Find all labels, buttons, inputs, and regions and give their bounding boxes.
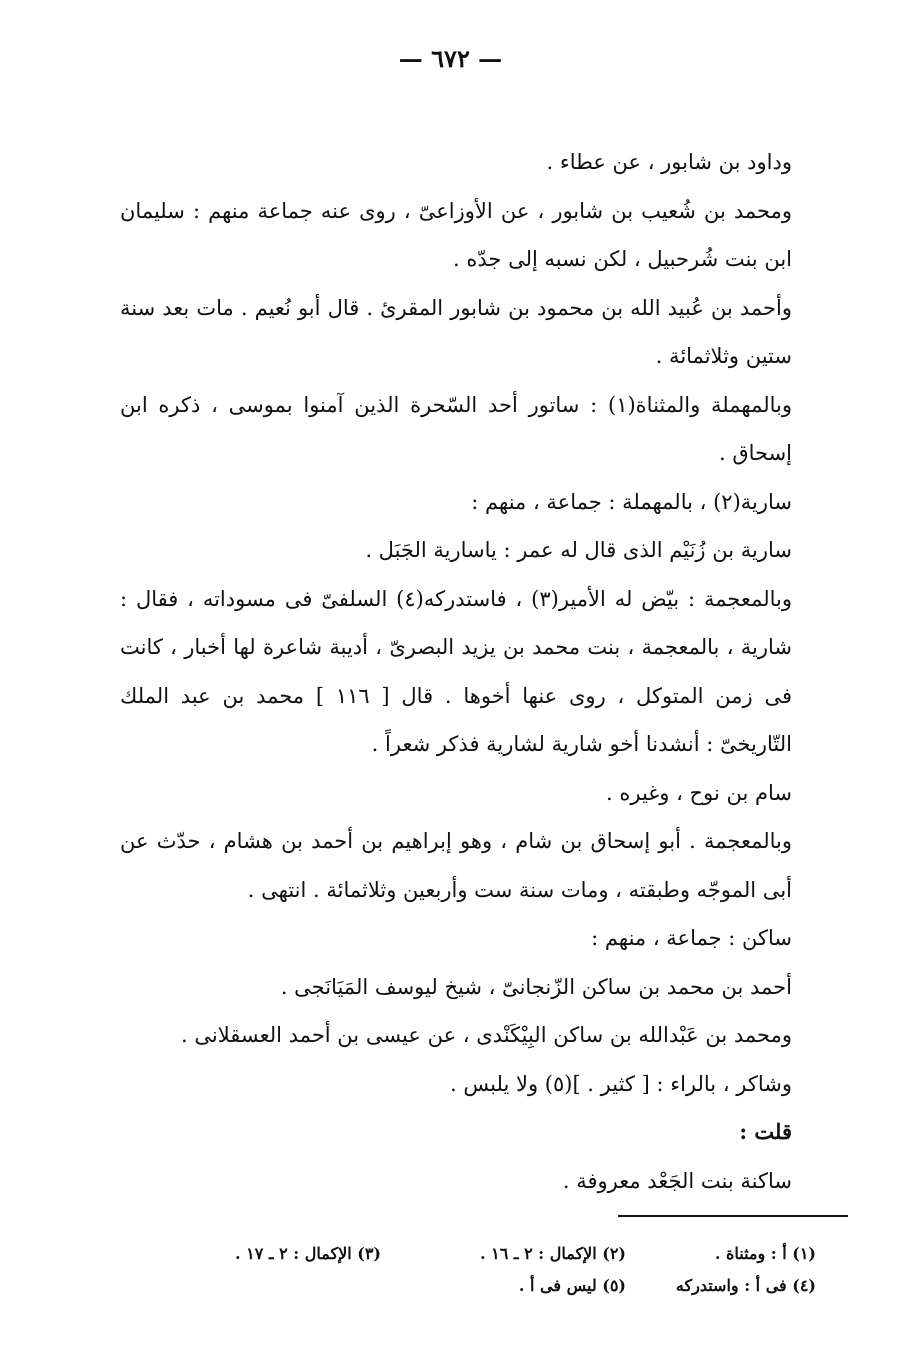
paragraph: وأحمد بن عُبيد الله بن محمود بن شابور المقرئ . قال أبو نُعيم . مات بعد سنة ستين وثلاثمائة . <box>120 295 792 368</box>
footnote-row <box>140 1270 816 1302</box>
paragraph: وبالمهملة والمثناة(١) : ساتور أحد السّحرة الذين آمنوا بموسى ، ذكره ابن إسحاق . <box>120 392 792 465</box>
paragraph: وشاكر ، بالراء : [ كثير . ](٥) ولا يلبس . <box>450 1071 792 1096</box>
footnote-3: (٣) الإكمال : ٢ ـ ١٧ . <box>234 1244 381 1263</box>
paragraph: ساكنة بنت الجَعْد معروفة . <box>562 1168 792 1193</box>
paragraph: ومحمد بن شُعيب بن شابور ، عن الأوزاعىّ ، روى عنه جماعة منهم : سليمان ابن بنت شُرحبيل ، لكن نسبه إلى جدّه . <box>120 198 792 271</box>
main-text <box>120 138 840 1205</box>
paragraph: أحمد بن محمد بن ساكن الزّنجانىّ ، شيخ ليوسف المَيَانَجى . <box>280 974 792 999</box>
paragraph: ومحمد بن عَبْدالله بن ساكن البِيْكَنْدى ، عن عيسى بن أحمد العسقلانى . <box>181 1023 792 1047</box>
footnote-5: (٥) ليس فى أ . <box>518 1276 626 1295</box>
paragraph-qult: قلت : <box>739 1119 792 1144</box>
paragraph: وبالمعجمة . أبو إسحاق بن شام ، وهو إبراهيم بن أحمد بن هشام ، حدّث عن أبى الموجّه وطبقته ، ومات سنة ست وأربعين وثلاثمائة . انتهى . <box>120 829 792 902</box>
paragraph: سارية(٢) ، بالمهملة : جماعة ، منهم : <box>471 489 792 514</box>
paragraph: سام بن نوح ، وغيره . <box>606 780 792 805</box>
footnotes <box>140 1238 816 1302</box>
footnote-1: (١) أ : ومثناة . <box>714 1244 816 1263</box>
paragraph: ساكن : جماعة ، منهم : <box>591 926 792 950</box>
footnote-2: (٢) الإكمال : ٢ ـ ١٦ . <box>479 1244 626 1263</box>
paragraph: سارية بن زُنَيْم الذى قال له عمر : ياسارية الجَبَل . <box>365 538 792 562</box>
paragraph: وبالمعجمة : بيّض له الأمير(٣) ، فاستدركه(٤) السلفىّ فى مسوداته ، فقال : شارية ، بالمعجمة ، بنت محمد بن يزيد البصرىّ ، أديبة شاعرة لها أخبار ، كانت فى زمن المتوكل ، روى عنها أخوها . قال [ ١١٦ ] محمد بن عبد الملك التّاريخىّ : أنشدنا أخو شارية لشارية فذكر شعراً . <box>120 586 792 756</box>
footnote-row <box>140 1238 816 1270</box>
page-number: — ٦٧٢ — <box>398 44 503 73</box>
footnote-separator <box>618 1215 848 1217</box>
paragraph: وداود بن شابور ، عن عطاء . <box>546 150 792 174</box>
footnote-4: (٤) فى أ : واستدركه <box>675 1276 816 1295</box>
